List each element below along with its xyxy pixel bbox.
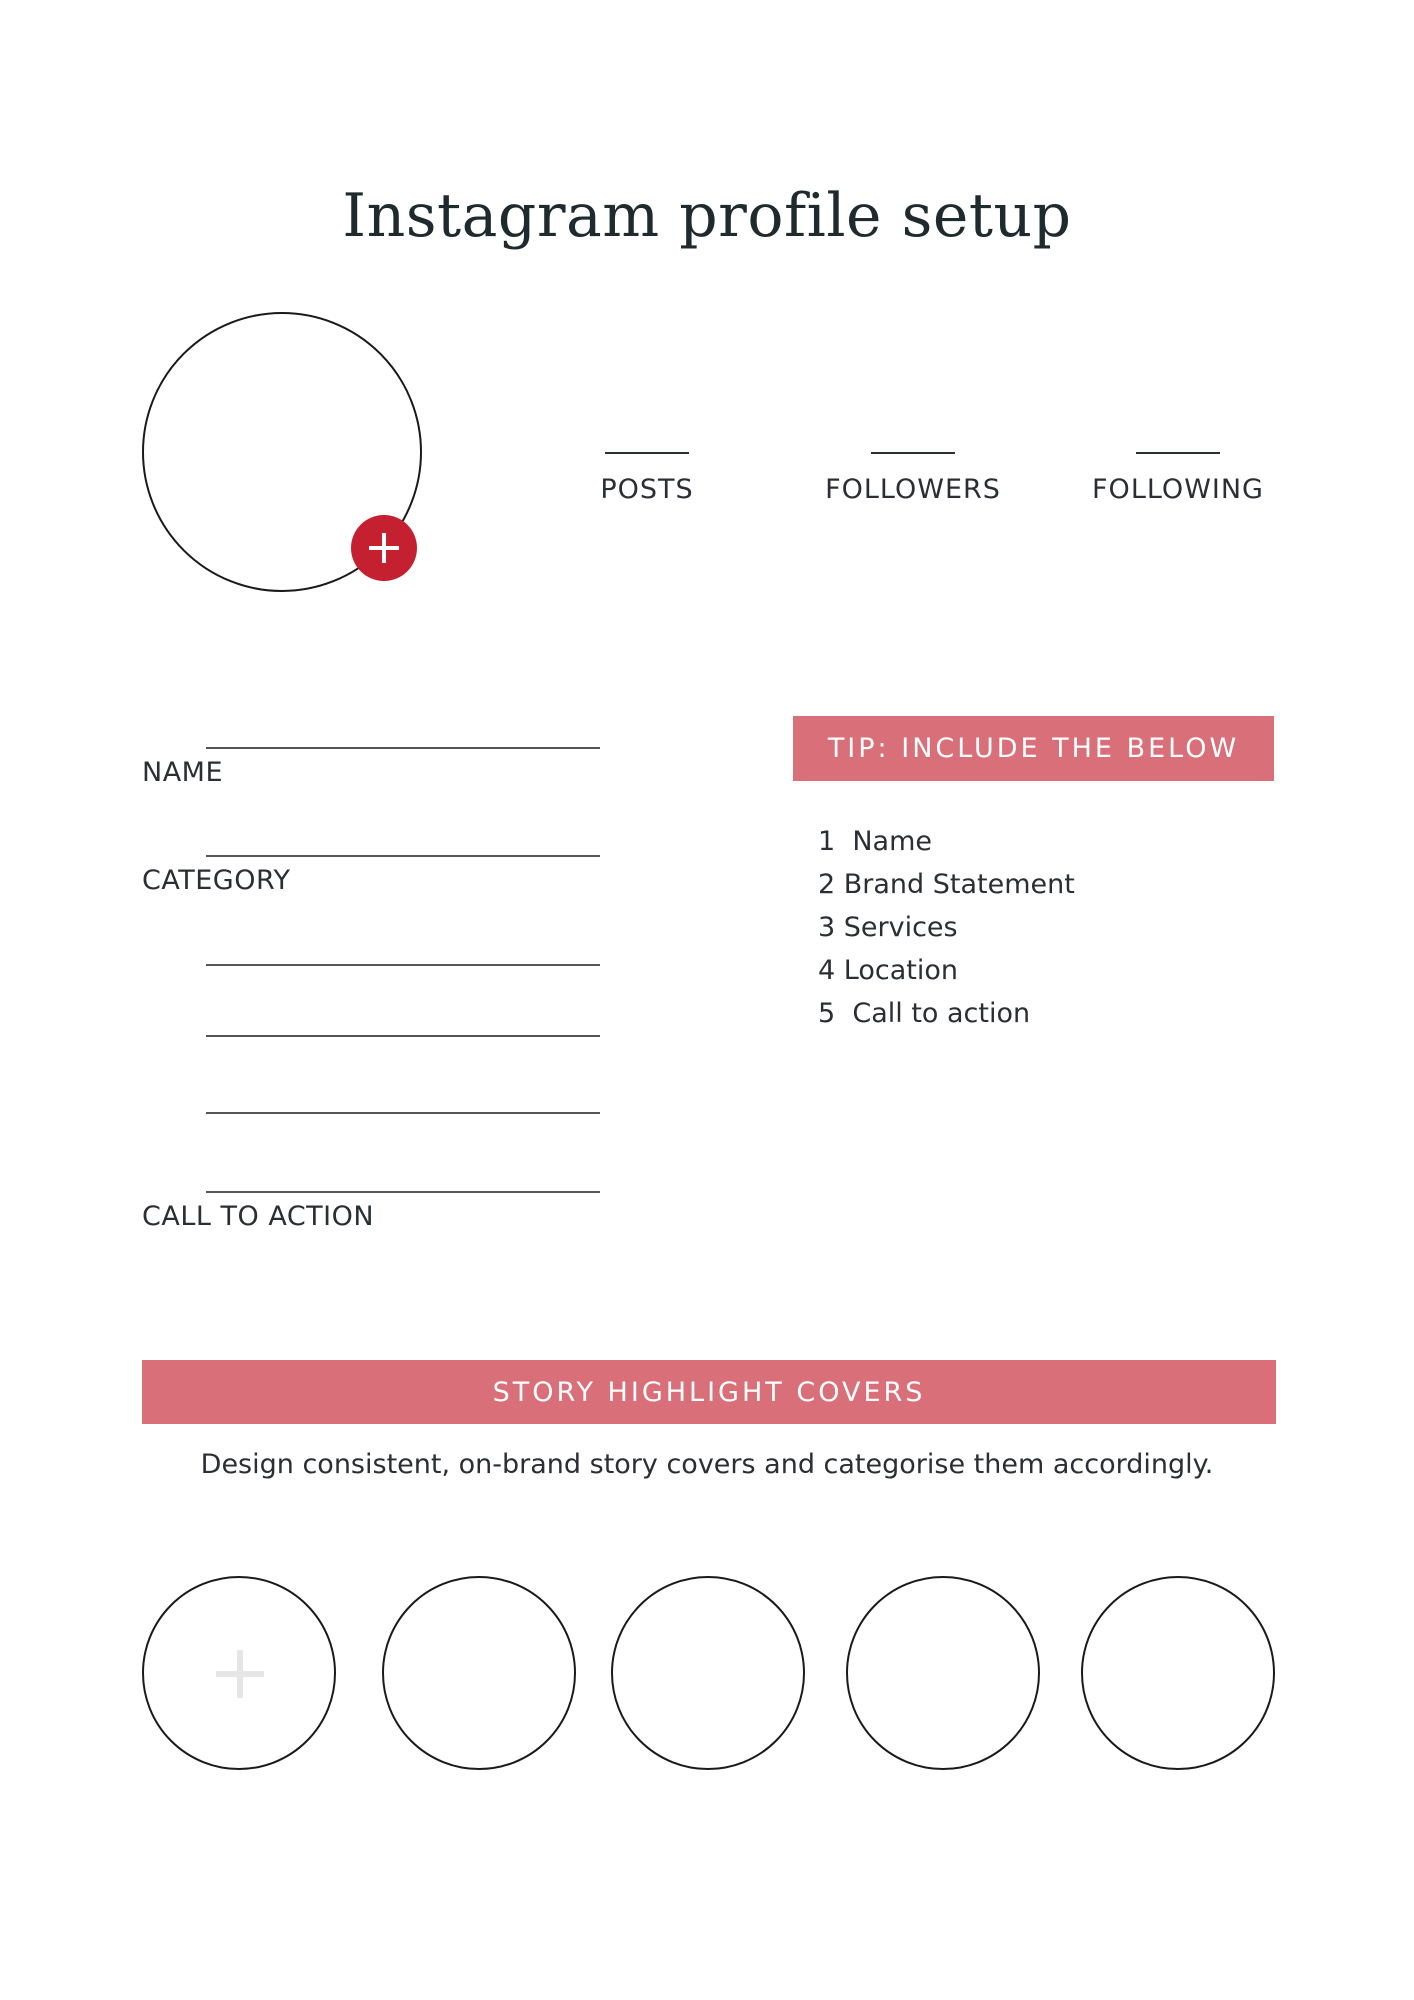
tip-banner: TIP: INCLUDE THE BELOW <box>793 716 1274 781</box>
stat-followers-line <box>871 452 955 454</box>
story-highlight-banner: STORY HIGHLIGHT COVERS <box>142 1360 1276 1424</box>
stat-posts-line <box>605 452 689 454</box>
stat-following-line <box>1136 452 1220 454</box>
stat-following-label: FOLLOWING <box>1092 474 1264 505</box>
name-label: NAME <box>142 757 224 788</box>
call-to-action-input-line[interactable] <box>206 1191 600 1193</box>
bio-line-2[interactable] <box>206 1035 600 1037</box>
bio-line-1[interactable] <box>206 964 600 966</box>
highlight-cover-2[interactable] <box>382 1576 576 1770</box>
tip-item-location: 4 Location <box>818 955 958 986</box>
stat-followers <box>803 452 1023 505</box>
tip-item-services: 3 Services <box>818 912 958 943</box>
plus-icon <box>351 515 417 581</box>
stat-followers-label: FOLLOWERS <box>825 474 1001 505</box>
story-description: Design consistent, on-brand story covers and categorise them accordingly. <box>200 1449 1214 1480</box>
tip-item-name: 1 Name <box>818 826 932 857</box>
highlight-cover-3[interactable] <box>611 1576 805 1770</box>
add-profile-photo-button[interactable] <box>351 515 417 581</box>
category-input-line[interactable] <box>206 855 600 857</box>
category-label: CATEGORY <box>142 865 291 896</box>
plus-icon <box>214 1648 266 1700</box>
tip-item-brand-statement: 2 Brand Statement <box>818 869 1075 900</box>
stat-posts <box>537 452 757 505</box>
tip-list <box>818 820 1075 1035</box>
highlight-cover-5[interactable] <box>1081 1576 1275 1770</box>
highlight-cover-4[interactable] <box>846 1576 1040 1770</box>
stat-following <box>1068 452 1288 505</box>
stat-posts-label: POSTS <box>600 474 694 505</box>
add-highlight-button[interactable] <box>142 1576 336 1770</box>
tip-item-call-to-action: 5 Call to action <box>818 998 1031 1029</box>
page-title: Instagram profile setup <box>342 181 1072 251</box>
call-to-action-label: CALL TO ACTION <box>142 1201 375 1232</box>
bio-line-3[interactable] <box>206 1112 600 1114</box>
name-input-line[interactable] <box>206 747 600 749</box>
